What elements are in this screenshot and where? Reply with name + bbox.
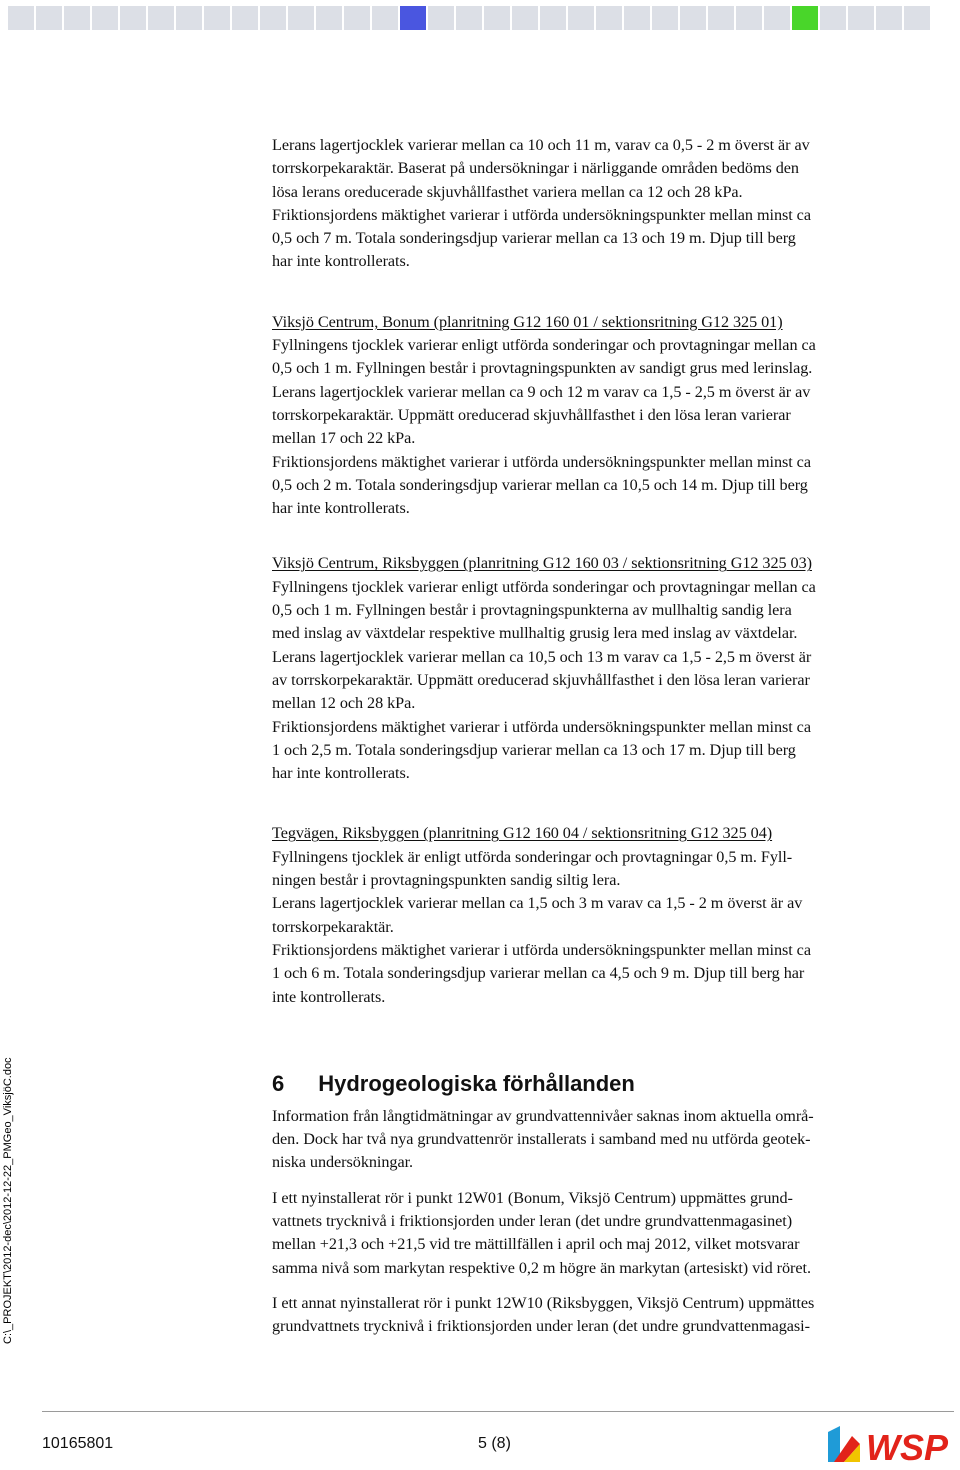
section-title-riksbyggen: Viksjö Centrum, Riksbyggen (planritning G12 160 03 / sektionsritning G12 325 03)	[272, 554, 812, 573]
strip-square	[316, 6, 342, 30]
document-body	[272, 134, 954, 1338]
wsp-logo-text: WSP	[866, 1427, 949, 1466]
strip-square	[512, 6, 538, 30]
top-color-strip	[0, 0, 960, 34]
strip-square	[204, 6, 230, 30]
strip-square	[92, 6, 118, 30]
chapter-title: Hydrogeologiska förhållanden	[318, 1070, 635, 1096]
chapter-heading	[272, 1069, 954, 1099]
chapter-paragraph-1: Information från långtidmätningar av grundvattennivåer saknas inom aktuella områ- den. Dock har två nya grundvattenrör installerats i samband med nu utförda geotek- niska undersökningar.	[272, 1106, 814, 1172]
wsp-logo	[826, 1422, 956, 1466]
strip-square	[8, 6, 34, 30]
strip-square	[848, 6, 874, 30]
strip-square	[36, 6, 62, 30]
chapter-paragraph-3: I ett annat nyinstallerat rör i punkt 12W10 (Riksbyggen, Viksjö Centrum) uppmättes grundvattnets trycknivå i friktionsjorden under leran (det undre grundvattenmagasi-	[272, 1293, 815, 1336]
section-text-bonum: Fyllningens tjocklek varierar enligt utförda sonderingar och provtagningar mellan ca 0,5 och 1 m. Fyllningen består i provtagningspunkten av sandigt grus med lerinslag. Lerans lagertjocklek varierar mellan ca 9 och 12 m varav ca 1,5 - 2,5 m överst är av torrskorpekaraktär. Uppmätt oreducerad skjuvhållfasthet i den lösa leran varierar mellan 17 och 22 kPa. Friktionsjordens mäktighet varierar i utförda undersökningspunkter mellan minst ca 0,5 och 2 m. Totala sonderingsdjup varierar mellan ca 10,5 och 14 m. Djup till berg har inte kontrollerats.	[272, 336, 816, 518]
strip-square	[764, 6, 790, 30]
strip-square	[792, 6, 818, 30]
strip-square	[596, 6, 622, 30]
strip-square	[400, 6, 426, 30]
strip-square	[120, 6, 146, 30]
section-title-tegvagen: Tegvägen, Riksbyggen (planritning G12 160 04 / sektionsritning G12 325 04)	[272, 824, 773, 843]
wsp-logo-mark	[828, 1426, 860, 1462]
section-title-bonum: Viksjö Centrum, Bonum (planritning G12 160 01 / sektionsritning G12 325 01)	[272, 312, 783, 331]
strip-square	[288, 6, 314, 30]
strip-square	[428, 6, 454, 30]
strip-square	[260, 6, 286, 30]
strip-square	[820, 6, 846, 30]
strip-square	[624, 6, 650, 30]
strip-square	[540, 6, 566, 30]
section-text-tegvagen: Fyllningens tjocklek är enligt utförda sonderingar och provtagningar 0,5 m. Fyll- ningen består i provtagningspunkten sandig siltig lera. Lerans lagertjocklek varierar mellan ca 1,5 och 3 m varav ca 1,5 - 2 m överst är av torrskorpekaraktär. Friktionsjordens mäktighet varierar i utförda undersökningspunkter mellan minst ca 1 och 6 m. Totala sonderingsdjup varierar mellan ca 4,5 och 9 m. Djup till berg har inte kontrollerats.	[272, 847, 811, 1006]
file-path-margin: C:\_PROJEKT\2012-dec\2012-12-22_PMGeo_ViksjöC.doc	[2, 1057, 14, 1344]
strip-square	[708, 6, 734, 30]
strip-square	[232, 6, 258, 30]
strip-square	[736, 6, 762, 30]
strip-square	[680, 6, 706, 30]
strip-square	[484, 6, 510, 30]
intro-paragraph: Lerans lagertjocklek varierar mellan ca 10 och 11 m, varav ca 0,5 - 2 m överst är av torrskorpekaraktär. Baserat på undersökningar i närliggande områden bedöms den lösa lerans oreducerade skjuvhållfasthet variera mellan ca 12 och 28 kPa. Friktionsjordens mäktighet varierar i utförda undersökningspunkter mellan minst ca 0,5 och 7 m. Totala sonderingsdjup varierar mellan ca 13 och 19 m. Djup till berg har inte kontrollerats.	[272, 136, 811, 271]
page-number: 5 (8)	[478, 1435, 511, 1452]
chapter-number: 6	[272, 1070, 285, 1096]
document-number: 10165801	[42, 1435, 114, 1452]
strip-square	[176, 6, 202, 30]
strip-square	[568, 6, 594, 30]
strip-square	[904, 6, 930, 30]
strip-square	[372, 6, 398, 30]
strip-square	[148, 6, 174, 30]
section-text-riksbyggen: Fyllningens tjocklek varierar enligt utförda sonderingar och provtagningar mellan ca 0,5 och 1 m. Fyllningen består i provtagningspunkterna av mullhaltig sandig lera med inslag av växtdelar respektive mullhaltig grusig lera med inslag av växtdelar. Lerans lagertjocklek varierar mellan ca 10,5 och 13 m varav ca 1,5 - 2,5 m överst är av torrskorpekaraktär. Uppmätt oreducerad skjuvhållfasthet i den lösa leran varierar mellan 12 och 28 kPa. Friktionsjordens mäktighet varierar i utförda undersökningspunkter mellan minst ca 1 och 2,5 m. Totala sonderingsdjup varierar mellan ca 13 och 17 m. Djup till berg har inte kontrollerats.	[272, 577, 816, 783]
strip-square	[64, 6, 90, 30]
chapter-paragraph-2: I ett nyinstallerat rör i punkt 12W01 (Bonum, Viksjö Centrum) uppmättes grund- vattnets trycknivå i friktionsjorden under leran (det undre grundvattenmagasinet) mellan +21,3 och +21,5 vid tre mättillfällen i april och maj 2012, vilket motsvarar samma nivå som markytan respektive 0,2 m högre än markytan (artesiskt) vid röret.	[272, 1188, 811, 1277]
strip-square	[876, 6, 902, 30]
footer-divider	[42, 1411, 954, 1412]
strip-square	[344, 6, 370, 30]
strip-square	[652, 6, 678, 30]
strip-square	[456, 6, 482, 30]
